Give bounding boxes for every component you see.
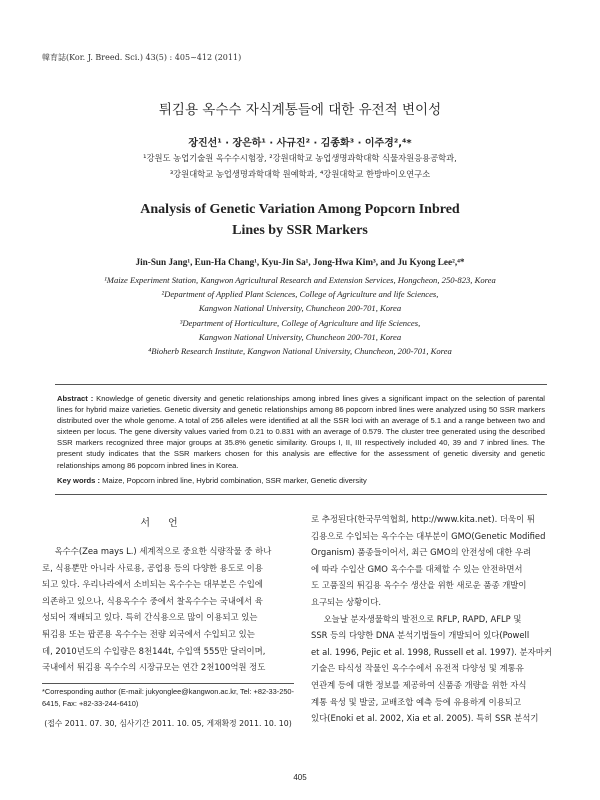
- section-heading-introduction: 서언: [140, 518, 196, 529]
- affiliation-line: ⁴Bioherb Research Institute, Kangwon National University, Chuncheon, 200-701, Korea: [148, 346, 452, 357]
- abstract-label: Abstract :: [57, 394, 94, 403]
- received-dates: (접수 2011. 07. 30, 심사기간 2011. 10. 05, 게재확정 2011. 10. 10): [44, 719, 292, 728]
- body-line: 있다(Enoki et al. 2002, Xia et al. 2005). 특히 SSR 분석기: [311, 713, 539, 724]
- page-number: 405: [293, 773, 307, 782]
- korean-title: 튀김용 옥수수 자식계통들에 대한 유전적 변이성: [158, 102, 442, 118]
- body-line: 국내에서 튀김용 옥수수의 시장규모는 연간 2천100억원 정도: [42, 662, 266, 673]
- body-line: 기술은 타식성 작물인 옥수수에서 유전적 다양성 및 계통유: [311, 663, 524, 674]
- english-title: [0, 199, 600, 241]
- body-line: 오늘날 분자생물학의 발전으로 RFLP, RAPD, AFLP 및: [323, 613, 522, 624]
- korean-authors: 장진선¹ · 장은하¹ · 사규진² · 김종화³ · 이주경²,⁴*: [188, 138, 412, 149]
- footnote-rule: [42, 683, 294, 684]
- body-line: 김용으로 수입되는 옥수수는 대부분이 GMO(Genetic Modified: [311, 530, 546, 541]
- body-line: 되고 있다. 우리나라에서 소비되는 옥수수는 대부분은 수입에: [42, 579, 263, 590]
- affiliation-line: ²Department of Applied Plant Sciences, College of Agriculture and life Sciences,: [161, 289, 439, 300]
- body-line: 성되어 재배되고 있다. 특히 간식용으로 많이 이용되고 있는: [42, 612, 258, 623]
- korean-affiliation-line: ³강원대학교 농업생명과학대학 원예학과, ⁴강원대학교 한방바이오연구소: [169, 168, 431, 179]
- affiliation-line: Kangwon National University, Chuncheon 200-701, Korea: [198, 331, 402, 342]
- body-line: 계통 육성 및 발굴, 교배조합 예측 등에 유용하게 이용되고: [311, 696, 522, 707]
- journal-citation: 韓育誌(Kor. J. Breed. Sci.) 43(5) : 405~412 (2011): [42, 53, 242, 62]
- body-line: Organism) 품종들이어서, 최근 GMO의 안전성에 대한 우려: [311, 547, 532, 558]
- affiliation-line: ¹Maize Experiment Station, Kangwon Agricultural Research and Extension Services, Hongcheon, 250-823, Korea: [104, 275, 496, 285]
- abstract-bottom-rule: [55, 494, 547, 495]
- body-line: et al. 1996, Pejic et al. 1998, Russell et al. 1997). 분자마커: [311, 646, 552, 657]
- body-line: 튀김용 또는 팝콘용 옥수수는 전량 외국에서 수입되고 있는: [42, 628, 255, 639]
- body-line: 로, 식용뿐만 아니라 사료용, 공업용 등의 다양한 용도로 이용: [42, 562, 263, 573]
- english-authors: Jin-Sun Jang¹, Eun-Ha Chang¹, Kyu-Jin Sa¹, Jong-Hwa Kim³, and Ju Kyong Lee²,⁴*: [135, 257, 465, 267]
- body-line: 연관계 등에 대한 정보를 제공하여 신품종 개량을 위한 자식: [311, 679, 527, 690]
- abstract: [57, 393, 545, 471]
- abstract-text: Knowledge of genetic diversity and genetic relationships among inbred lines gives a significant impact on the selection of parental lines for hybrid maize varieties. Genetic diversity and genetic relationships among 86 popcorn inbred lines were analyzed using 50 SSR markers distributed over the whole genome. A total of 256 alleles were identified at all the SSR loci with an average of 5.1 and a range between two and sixteen per locus. The gene diversity values varied from 0.21 to 0.831 with an average of 0.579. The cluster tree generated using the described SSR markers recognized three major groups at 35.8% genetic similarity. Groups I, II, III respectively included 40, 39 and 7 inbred lines. The present study indicates that the SSR markers chosen for this analysis are effective for the assessment of genetic diversity and genetic relationships among 86 popcorn inbred lines in Korea.: [57, 394, 545, 470]
- body-line: 옥수수(Zea mays L.) 세계적으로 중요한 식량작물 중 하나: [54, 546, 272, 556]
- english-affiliations: [0, 273, 600, 358]
- right-column: [311, 511, 561, 727]
- body-line: 도 고품질의 튀김용 옥수수 생산을 위한 새로운 품종 개발이: [311, 580, 527, 591]
- abstract-top-rule: [55, 384, 547, 385]
- korean-affiliations: [0, 151, 600, 182]
- body-line: 요구되는 상황이다.: [311, 596, 382, 607]
- affiliation-line: ³Department of Horticulture, College of Agriculture and life Sciences,: [179, 317, 421, 328]
- korean-affiliation-line: ¹강원도 농업기술원 옥수수시험장, ²강원대학교 농업생명과학대학 식물자원응용공학과,: [143, 153, 457, 163]
- corresponding-author-footnote: *Corresponding author (E-mail: jukyonglee@kangwon.ac.kr, Tel: +82-33-250-6415, Fax: +82-33-244-6410): [42, 687, 295, 708]
- english-title-line: Lines by SSR Markers: [232, 223, 368, 238]
- keywords: [57, 476, 545, 485]
- keywords-label: Key words :: [57, 476, 101, 485]
- left-column: [42, 543, 294, 676]
- affiliation-line: Kangwon National University, Chuncheon 200-701, Korea: [198, 303, 402, 314]
- keywords-text: Maize, Popcorn inbred line, Hybrid combination, SSR marker, Genetic diversity: [102, 476, 367, 485]
- body-line: 에 따라 수입산 GMO 옥수수를 대체할 수 있는 안전하면서: [311, 563, 523, 574]
- body-line: 로 추정된다(한국무역협회, http://www.kita.net). 더욱이 튀: [311, 514, 535, 524]
- english-title-line: Analysis of Genetic Variation Among Popcorn Inbred: [140, 202, 460, 217]
- body-line: 데, 2010년도의 수입량은 8천144t, 수입액 555만 달러이며,: [42, 645, 266, 656]
- body-line: 의존하고 있으나, 식용옥수수 중에서 찰옥수수는 국내에서 육: [42, 595, 263, 606]
- body-line: SSR 등의 다양한 DNA 분석기법들이 개발되어 있다(Powell: [311, 630, 530, 641]
